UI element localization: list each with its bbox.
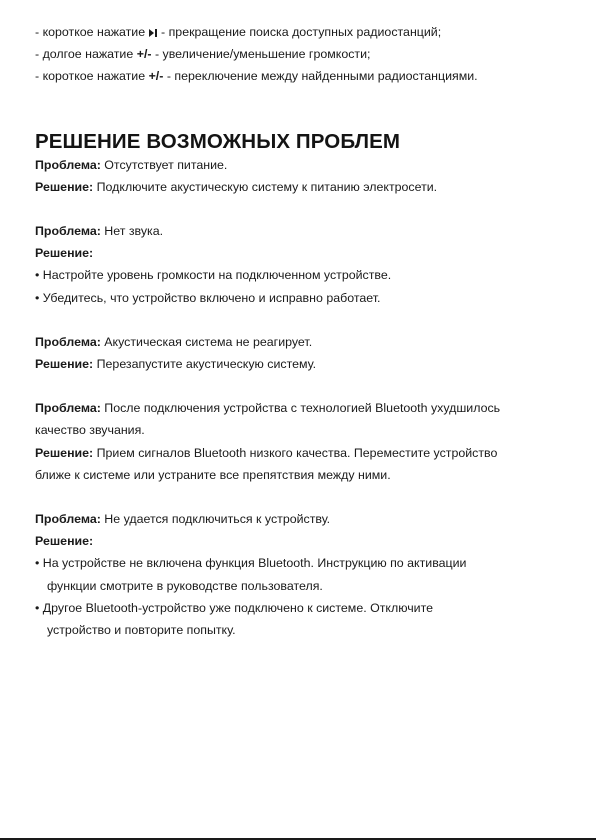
intro-line-2-post: - увеличение/уменьшение громкости; bbox=[151, 47, 371, 62]
solution-line-cont: ближе к системе или устраните все препятствия между ними. bbox=[35, 467, 391, 482]
problem-text: Нет звука. bbox=[100, 224, 164, 239]
solution-label: Решение: bbox=[35, 534, 94, 549]
intro-line-3-post: - переключение между найденными радиостанциями. bbox=[163, 69, 478, 84]
problem-block-2 bbox=[35, 220, 565, 309]
problem-line bbox=[35, 154, 565, 176]
problem-line bbox=[35, 397, 565, 419]
solution-text: Подключите акустическую систему к питанию электросети. bbox=[93, 179, 438, 194]
problem-label: Проблема: bbox=[35, 224, 101, 239]
solution-bullet: • Убедитесь, что устройство включено и исправно работает. bbox=[35, 290, 381, 305]
problem-label: Проблема: bbox=[35, 512, 101, 527]
solution-bullet: • Другое Bluetooth-устройство уже подключено к системе. Отключите bbox=[35, 600, 434, 615]
solution-bullet-cont: устройство и повторите попытку. bbox=[47, 623, 236, 638]
solution-bullet-cont: функции смотрите в руководстве пользователя. bbox=[47, 578, 323, 593]
problem-line bbox=[35, 508, 565, 530]
play-pause-icon bbox=[149, 29, 158, 37]
problem-line bbox=[35, 331, 565, 353]
problem-text: Не удается подключиться к устройству. bbox=[100, 512, 331, 527]
problem-block-5 bbox=[35, 508, 565, 641]
problem-text: После подключения устройства с технологией Bluetooth ухудшилось bbox=[100, 401, 501, 416]
intro-line-1-pre: - короткое нажатие bbox=[35, 25, 146, 39]
problem-line-cont: качество звучания. bbox=[35, 423, 145, 438]
problem-block-3 bbox=[35, 331, 565, 375]
solution-line bbox=[35, 176, 565, 198]
solution-text: Прием сигналов Bluetooth низкого качества. Переместите устройство bbox=[93, 445, 498, 460]
intro-line-1 bbox=[35, 21, 565, 43]
solution-bullet: • На устройстве не включена функция Bluetooth. Инструкцию по активации bbox=[35, 556, 467, 571]
solution-line bbox=[35, 442, 565, 464]
solution-line bbox=[35, 353, 565, 375]
page-content bbox=[35, 21, 565, 641]
solution-label: Решение: bbox=[35, 357, 94, 372]
intro-line-3-pre: - короткое нажатие bbox=[35, 69, 149, 84]
volume-key-label: +/- bbox=[136, 47, 152, 62]
problem-label: Проблема: bbox=[35, 401, 101, 416]
problem-text: Акустическая система не реагирует. bbox=[100, 334, 313, 349]
problem-block-1 bbox=[35, 154, 565, 198]
solution-bullet: • Настройте уровень громкости на подключенном устройстве. bbox=[35, 268, 392, 283]
section-title: РЕШЕНИЕ ВОЗМОЖНЫХ ПРОБЛЕМ bbox=[35, 129, 401, 153]
intro-line-2-pre: - долгое нажатие bbox=[35, 47, 137, 62]
solution-text: Перезапустите акустическую систему. bbox=[93, 357, 317, 372]
intro-line-3 bbox=[35, 65, 565, 87]
solution-line bbox=[35, 242, 565, 264]
intro-line-2 bbox=[35, 43, 565, 65]
problem-text: Отсутствует питание. bbox=[100, 157, 228, 172]
intro-line-1-post: - прекращение поиска доступных радиостанций; bbox=[157, 25, 442, 39]
problem-label: Проблема: bbox=[35, 334, 101, 349]
switch-key-label: +/- bbox=[148, 69, 164, 84]
problem-block-4 bbox=[35, 397, 565, 486]
solution-label: Решение: bbox=[35, 445, 94, 460]
solution-label: Решение: bbox=[35, 179, 94, 194]
problem-line bbox=[35, 220, 565, 242]
solution-label: Решение: bbox=[35, 246, 94, 261]
solution-line bbox=[35, 530, 565, 552]
problem-label: Проблема: bbox=[35, 157, 101, 172]
